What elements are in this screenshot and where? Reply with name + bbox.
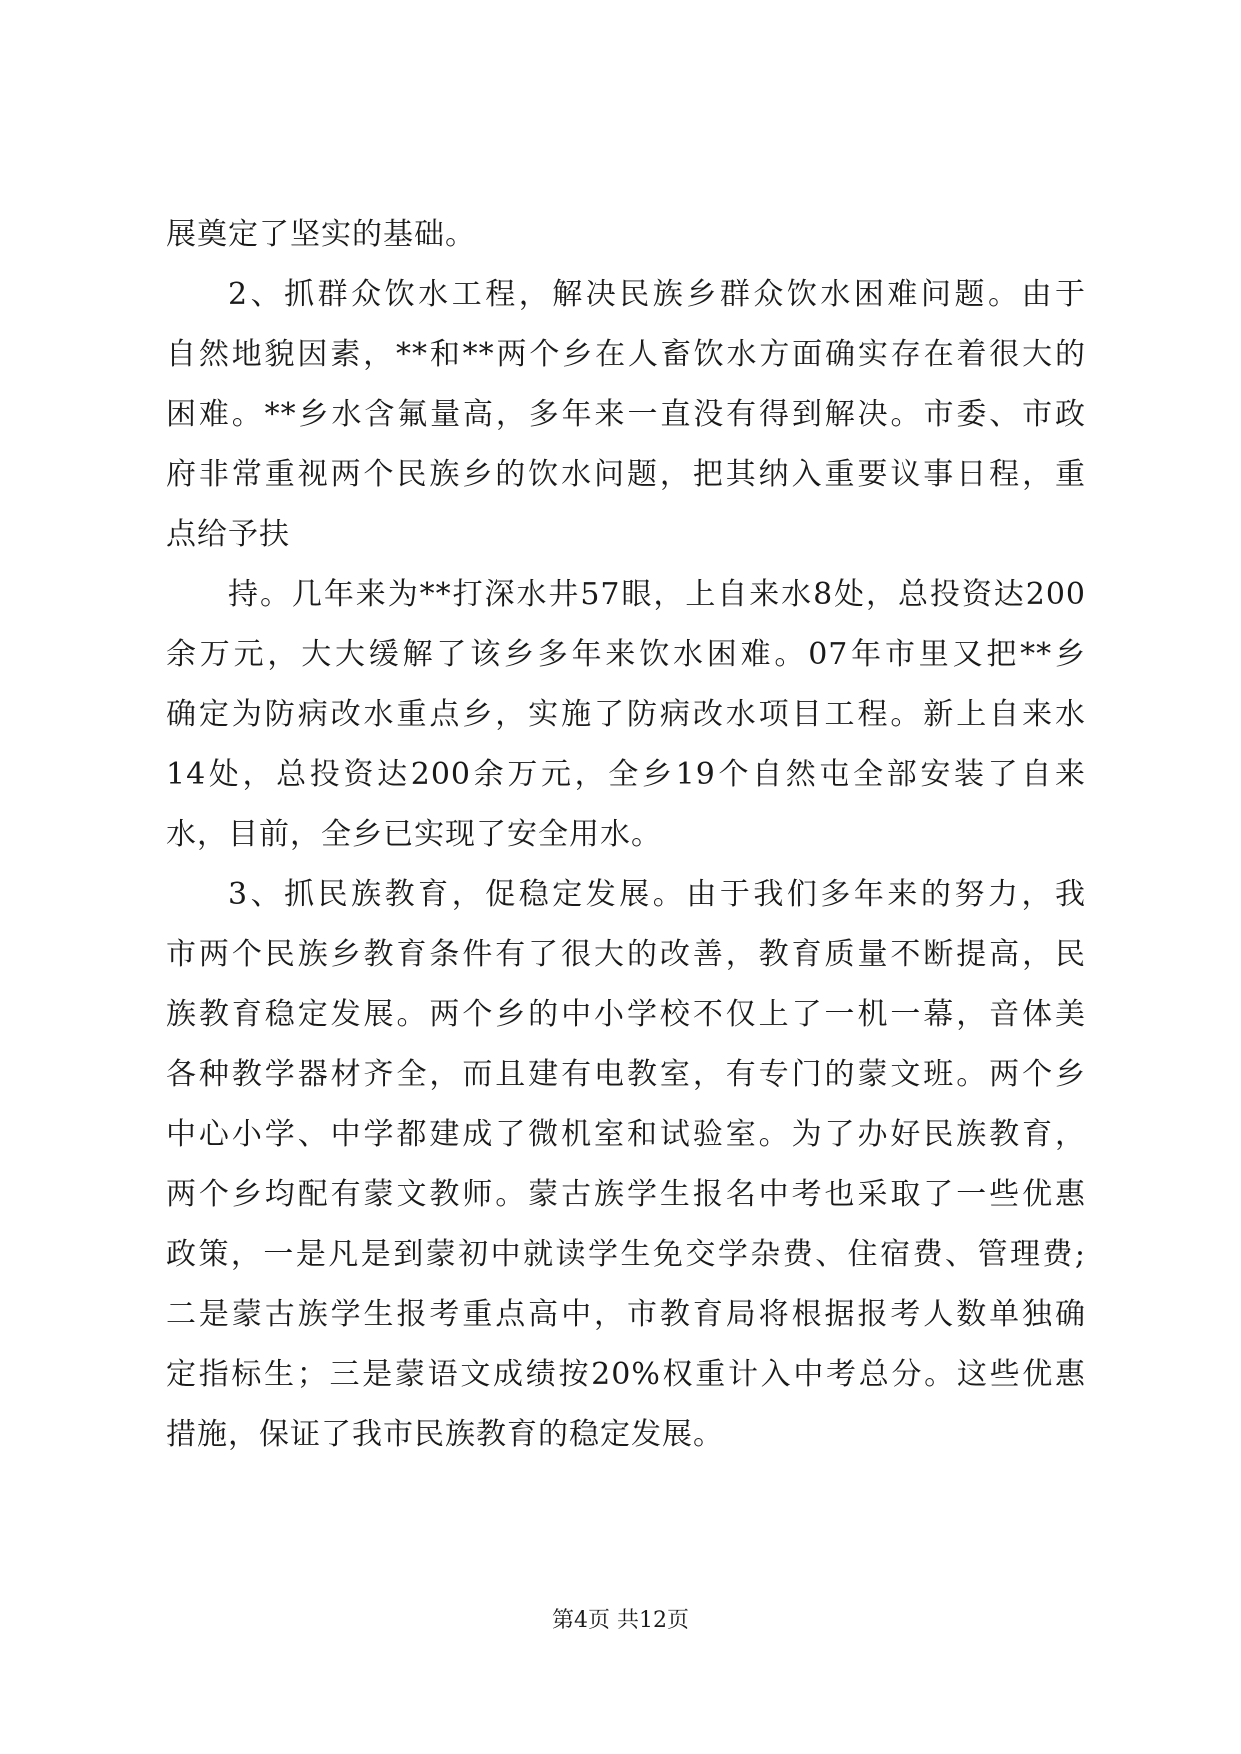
page-number-label: 第4页 共12页 (552, 1608, 689, 1633)
body-text (166, 205, 1086, 1465)
text-line: 族教育稳定发展。两个乡的中小学校不仅上了一机一幕，音体美 (166, 997, 1086, 1032)
text-line: 余万元，大大缓解了该乡多年来饮水困难。07年市里又把**乡 (166, 637, 1086, 672)
text-line: 困难。**乡水含氟量高，多年来一直没有得到解决。市委、市政 (166, 397, 1086, 432)
text-line: 市两个民族乡教育条件有了很大的改善，教育质量不断提高，民 (166, 937, 1086, 972)
text-line: 点给予扶 (166, 517, 290, 552)
paragraph-heading-line: 2、抓群众饮水工程，解决民族乡群众饮水困难问题。由于 (228, 277, 1086, 312)
text-line: 二是蒙古族学生报考重点高中，市教育局将根据报考人数单独确 (166, 1297, 1086, 1332)
text-line: 展奠定了坚实的基础。 (166, 217, 476, 252)
text-line: 两个乡均配有蒙文教师。蒙古族学生报名中考也采取了一些优惠 (166, 1177, 1086, 1212)
text-line: 定指标生；三是蒙语文成绩按20%权重计入中考总分。这些优惠 (166, 1357, 1086, 1392)
text-line: 14处，总投资达200余万元，全乡19个自然屯全部安装了自来 (166, 757, 1086, 792)
text-line: 各种教学器材齐全，而且建有电教室，有专门的蒙文班。两个乡 (166, 1057, 1086, 1092)
text-line: 水，目前，全乡已实现了安全用水。 (166, 817, 662, 852)
text-line: 中心小学、中学都建成了微机室和试验室。为了办好民族教育， (166, 1117, 1086, 1152)
text-line: 措施，保证了我市民族教育的稳定发展。 (166, 1417, 724, 1452)
text-line: 确定为防病改水重点乡，实施了防病改水项目工程。新上自来水 (166, 697, 1086, 732)
paragraph-heading-line: 3、抓民族教育，促稳定发展。由于我们多年来的努力，我 (228, 877, 1086, 912)
text-line: 政策，一是凡是到蒙初中就读学生免交学杂费、住宿费、管理费; (166, 1237, 1086, 1272)
text-line: 持。几年来为**打深水井57眼，上自来水8处，总投资达200 (228, 577, 1086, 612)
page-footer (0, 1606, 1241, 1636)
text-line: 自然地貌因素，**和**两个乡在人畜饮水方面确实存在着很大的 (166, 337, 1086, 372)
text-line: 府非常重视两个民族乡的饮水问题，把其纳入重要议事日程，重 (166, 457, 1086, 492)
